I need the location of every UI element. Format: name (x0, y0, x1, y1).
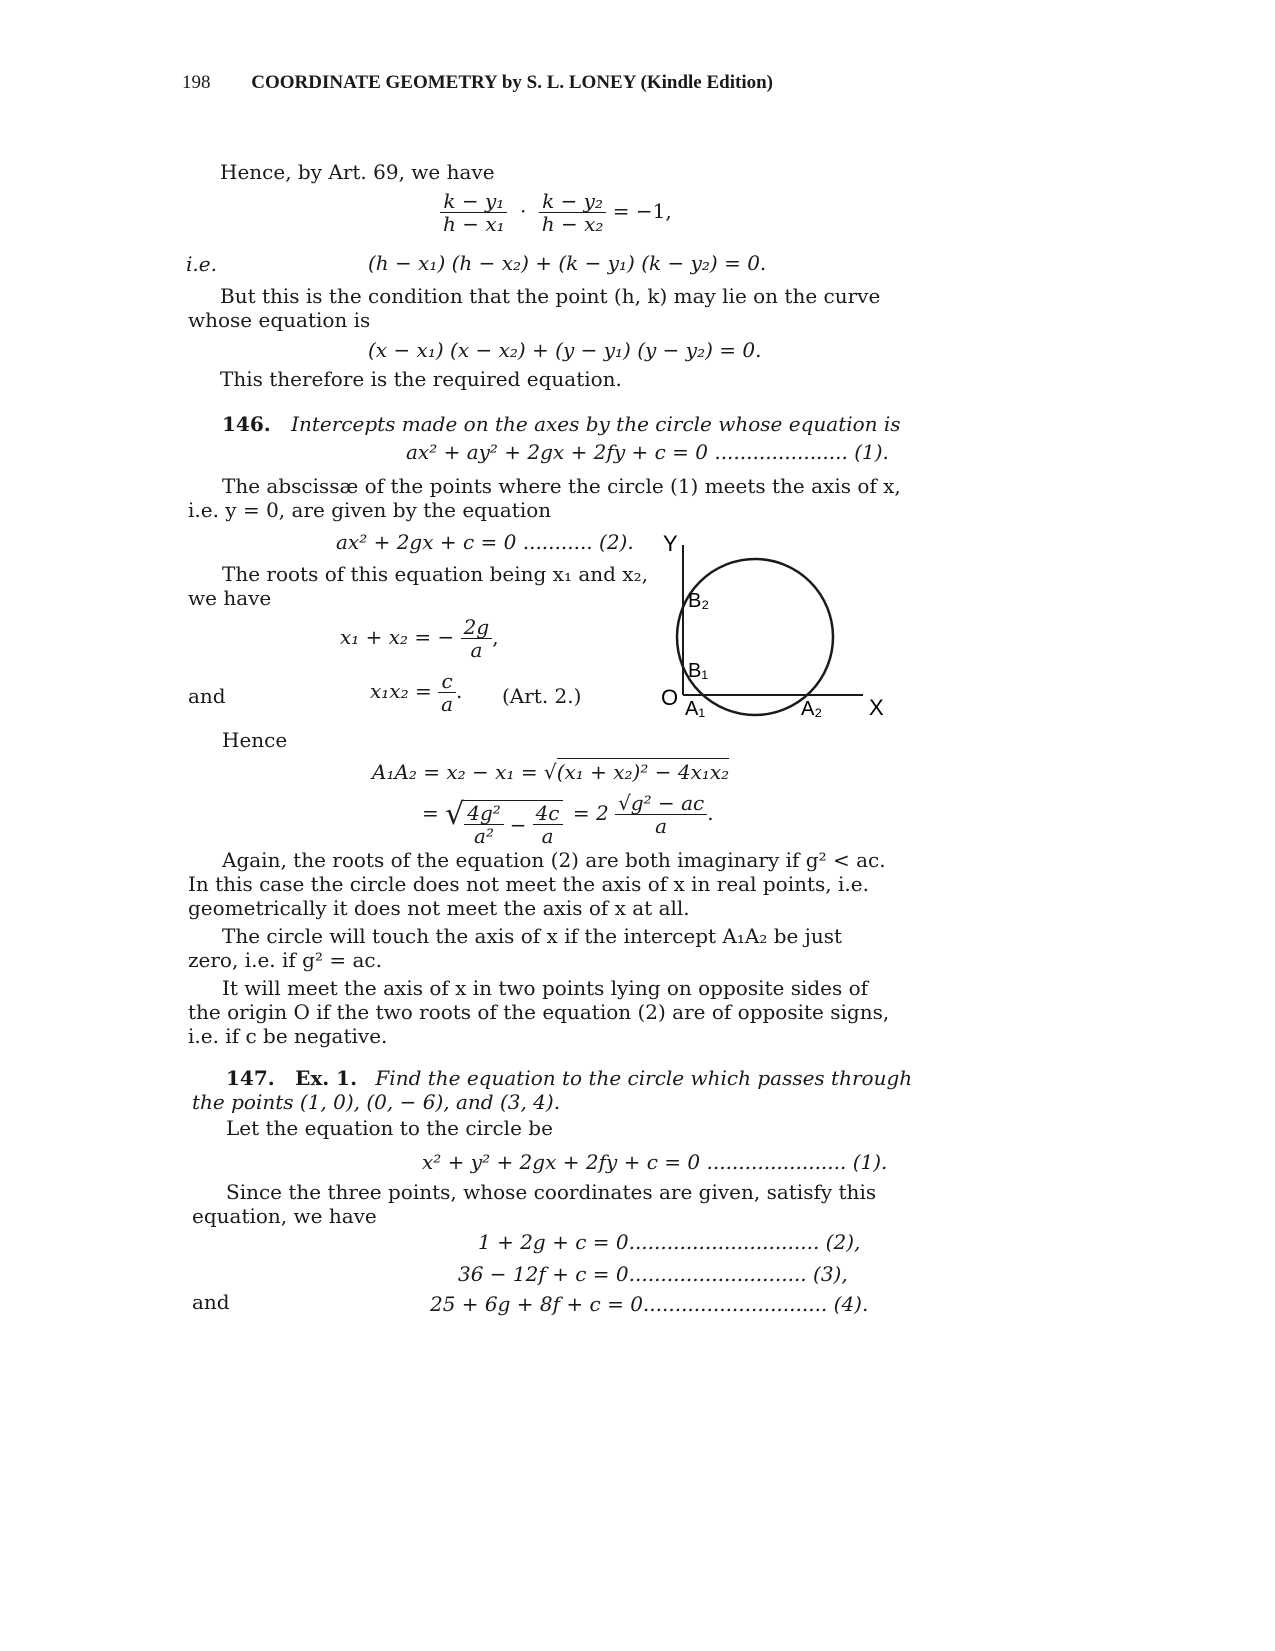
system-equation-3: 36 − 12f + c = 0............................ (3), (458, 1262, 848, 1286)
and-label-1: and (188, 684, 226, 708)
and-label-2: and (192, 1290, 230, 1314)
hence-label: Hence (222, 728, 288, 752)
sum-fraction: $\frac{2g}{a}$ (461, 616, 493, 661)
ie-label: i.e. (186, 252, 217, 276)
label-a2: A₂ (801, 698, 823, 720)
general-circle-equation: x² + y² + 2gx + 2fy + c = 0 ...................... (1). (422, 1150, 888, 1174)
page-header (182, 72, 773, 94)
running-title: COORDINATE GEOMETRY by S. L. LONEY (Kindle Edition) (251, 72, 773, 93)
circle-intercept-figure (655, 525, 905, 725)
article-number: 146. (222, 412, 271, 436)
label-b2: B₂ (688, 590, 710, 612)
since-line-2: equation, we have (192, 1204, 377, 1228)
meet-line-3: i.e. if c be negative. (188, 1024, 388, 1048)
but-line-1: But this is the condition that the point (h, k) may lie on the curve (220, 284, 881, 308)
article-number: 147. (226, 1066, 275, 1090)
let-line: Let the equation to the circle be (226, 1116, 553, 1140)
example-label: Ex. 1. (295, 1066, 358, 1090)
example-points: the points (1, 0), (0, − 6), and (3, 4). (192, 1090, 561, 1114)
intercept-length-1: A₁A₂ = x₂ − x₁ = √(x₁ + x₂)² − 4x₁x₂ (372, 760, 730, 784)
label-x: X (869, 695, 884, 720)
abscissae-line-1: The abscissæ of the points where the circle (1) meets the axis of x, (222, 474, 901, 498)
sum-of-roots: x₁ + x₂ = − $\frac{2g}{a}$ , (340, 615, 499, 662)
product-fraction: $\frac{c}{a}$ (438, 670, 456, 715)
article-title: Intercepts made on the axes by the circle whose equation is (291, 412, 901, 436)
roots-line-1: The roots of this equation being x₁ and x₂, (222, 562, 648, 586)
meet-line-1: It will meet the axis of x in two points lying on opposite sides of (222, 976, 869, 1000)
label-a1: A₁ (685, 698, 706, 720)
label-b1: B₁ (688, 660, 709, 682)
again-line-1: Again, the roots of the equation (2) are both imaginary if g² < ac. (222, 848, 886, 872)
but-line-2: whose equation is (188, 308, 371, 332)
roots-line-2: we have (188, 586, 272, 610)
example-title: Find the equation to the circle which passes through (375, 1066, 913, 1090)
since-line-1: Since the three points, whose coordinates are given, satisfy this (226, 1180, 877, 1204)
abscissae-line-2: i.e. y = 0, are given by the equation (188, 498, 552, 522)
therefore-line: This therefore is the required equation. (220, 367, 622, 391)
system-equation-4: 25 + 6g + 8f + c = 0............................. (4). (430, 1292, 869, 1316)
label-y: Y (663, 531, 678, 556)
product-of-roots: x₁x₂ = $\frac{c}{a}$ . (370, 669, 463, 716)
meet-line-2: the origin O if the two roots of the equation (2) are of opposite signs, (188, 1000, 890, 1024)
fraction-2: $\frac{\text{k − y₂}}{\text{h − x₂}}$ (539, 190, 607, 235)
equation-expanded: (h − x₁) (h − x₂) + (k − y₁) (k − y₂) = 0. (368, 251, 767, 275)
touch-line-2: zero, i.e. if g² = ac. (188, 948, 382, 972)
touch-line-1: The circle will touch the axis of x if the intercept A₁A₂ be just (222, 924, 843, 948)
again-line-3: geometrically it does not meet the axis of x at all. (188, 896, 690, 920)
page-number: 198 (182, 72, 211, 93)
again-line-2: In this case the circle does not meet the axis of x in real points, i.e. (188, 872, 869, 896)
art-2-reference: (Art. 2.) (502, 684, 582, 708)
label-o: O (661, 685, 679, 710)
hence-art69: Hence, by Art. 69, we have (220, 160, 495, 184)
fraction-1: $\frac{\text{k − y₁}}{\text{h − x₁}}$ (440, 190, 508, 235)
circle-equation-1: ax² + ay² + 2gx + 2fy + c = 0 ..................... (1). (406, 440, 889, 464)
radical-fraction-2: $\frac{4c}{a}$ (533, 802, 563, 847)
equation-curve: (x − x₁) (x − x₂) + (y − y₁) (y − y₂) = 0. (368, 338, 762, 362)
result-fraction: $\frac{\text{√g² − ac}}{a}$ (615, 792, 707, 837)
article-146-heading (222, 412, 901, 436)
quadratic-equation-2: ax² + 2gx + c = 0 ........... (2). (336, 530, 634, 554)
system-equation-2: 1 + 2g + c = 0.............................. (2), (478, 1230, 861, 1254)
intercept-length-2: = √ $\frac{\text{4g²}}{\text{a²}}$ − $\frac{4c}{a}$ = 2 $\frac{\text{√g² − ac}}{a}$ . (422, 791, 714, 848)
circle-curve (677, 559, 833, 715)
radical-fraction-1: $\frac{\text{4g²}}{\text{a²}}$ (464, 802, 504, 847)
article-147-heading (226, 1066, 912, 1090)
equation-slope-product: $\frac{\text{k − y₁}}{\text{h − x₁}}$ · $\frac{\text{k − y₂}}{\text{h − x₂}}$ = −1, (440, 190, 672, 235)
